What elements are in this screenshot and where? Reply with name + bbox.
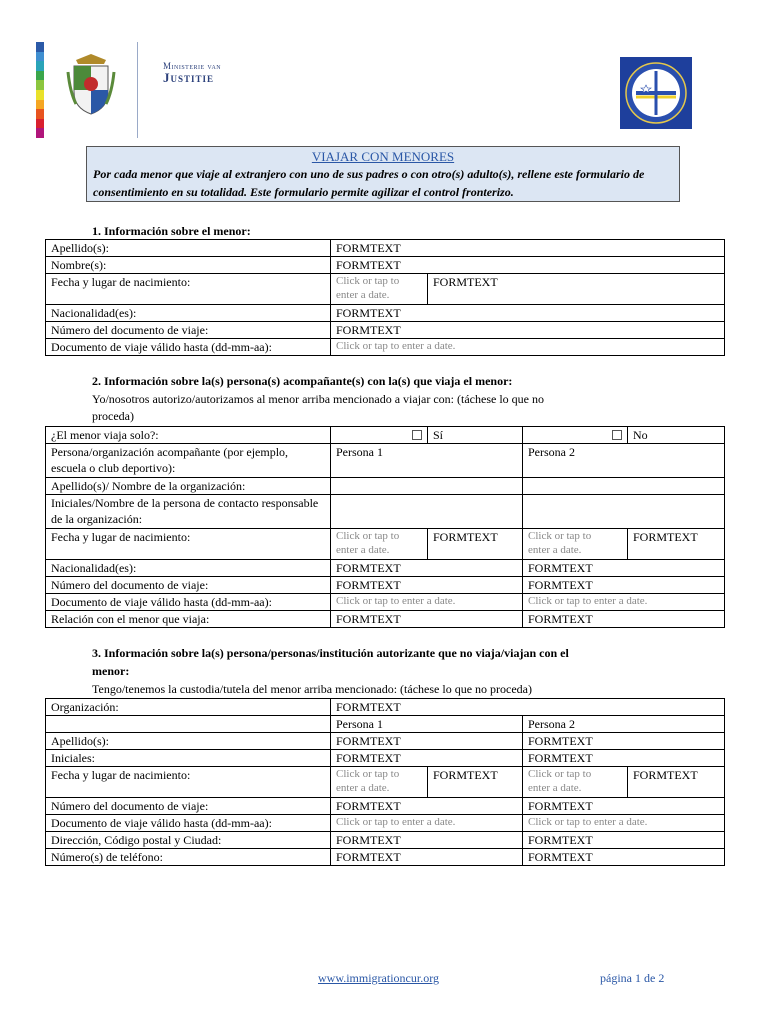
date-placeholder: enter a date. (528, 782, 582, 794)
date-picker-valido-p1[interactable]: Click or tap to enter a date. (331, 594, 523, 611)
label-apellido: Apellido(s): (46, 240, 331, 257)
label-numero-aut: Número del documento de viaje: (46, 798, 331, 815)
checkbox-si[interactable] (331, 427, 428, 444)
color-bar (36, 42, 44, 138)
field-nacionalidad-p1[interactable]: FORMTEXT (331, 560, 523, 577)
empty-cell (46, 716, 331, 733)
field-numero-p1[interactable]: FORMTEXT (331, 577, 523, 594)
field-relacion-p1[interactable]: FORMTEXT (331, 611, 523, 628)
seal-icon (620, 57, 692, 129)
date-placeholder: enter a date. (336, 782, 390, 794)
label-numero-acomp: Número del documento de viaje: (46, 577, 331, 594)
header-persona1: Persona 1 (331, 716, 523, 733)
color-band (36, 42, 44, 52)
footer-page-number: página 1 de 2 (600, 971, 665, 985)
color-band (36, 61, 44, 71)
field-numero-doc[interactable]: FORMTEXT (331, 322, 725, 339)
field-lugar[interactable]: FORMTEXT (428, 274, 725, 305)
color-band (36, 128, 44, 138)
label-fecha: Fecha y lugar de nacimiento: (46, 274, 331, 305)
label-iniciales-contacto: Iniciales/Nombre de la persona de contacto responsable de la organización: (46, 495, 331, 529)
section1-table (45, 239, 725, 356)
field-direccion-p2[interactable]: FORMTEXT (523, 832, 725, 849)
color-band (36, 80, 44, 90)
color-band (36, 119, 44, 129)
date-placeholder: enter a date. (336, 544, 390, 556)
date-picker-valido-aut-p2[interactable]: Click or tap to enter a date. (523, 815, 725, 832)
section3-table (45, 698, 725, 866)
field-nombre[interactable]: FORMTEXT (331, 257, 725, 274)
coat-of-arms-icon (66, 52, 116, 118)
field-apellido-aut-p2[interactable]: FORMTEXT (523, 733, 725, 750)
field-lugar-p2[interactable]: FORMTEXT (628, 529, 725, 560)
field-nacionalidad-p2[interactable]: FORMTEXT (523, 560, 725, 577)
field-apellido-org-p2[interactable] (523, 478, 725, 495)
date-picker-aut-p2[interactable] (523, 767, 628, 798)
field-lugar-aut-p2[interactable]: FORMTEXT (628, 767, 725, 798)
label-fecha-aut: Fecha y lugar de nacimiento: (46, 767, 331, 798)
header-persona1: Persona 1 (331, 444, 523, 478)
label-si: Sí (428, 427, 523, 444)
field-numero-aut-p2[interactable]: FORMTEXT (523, 798, 725, 815)
section2-table (45, 426, 725, 628)
header-persona2: Persona 2 (523, 444, 725, 478)
date-picker-p2[interactable] (523, 529, 628, 560)
date-picker-nacimiento[interactable] (331, 274, 428, 305)
ministry-small-text: Ministerie van (163, 61, 222, 71)
date-placeholder: enter a date. (528, 544, 582, 556)
ministry-big-text: Justitie (163, 70, 215, 85)
label-viaja-solo: ¿El menor viaja solo?: (46, 427, 331, 444)
field-iniciales-p1[interactable] (331, 495, 523, 529)
date-picker-valido-p2[interactable]: Click or tap to enter a date. (523, 594, 725, 611)
field-organizacion[interactable]: FORMTEXT (331, 699, 725, 716)
field-apellido[interactable]: FORMTEXT (331, 240, 725, 257)
field-lugar-p1[interactable]: FORMTEXT (428, 529, 523, 560)
label-valido-acomp: Documento de viaje válido hasta (dd-mm-aa): (46, 594, 331, 611)
section1-heading: 1. Información sobre el menor: (92, 224, 251, 238)
label-nacionalidad-acomp: Nacionalidad(es): (46, 560, 331, 577)
label-nombre: Nombre(s): (46, 257, 331, 274)
label-organizacion: Organización: (46, 699, 331, 716)
date-placeholder: Click or tap to (528, 530, 592, 542)
section3-heading-line2: menor: (92, 664, 130, 678)
section3-note: Tengo/tenemos la custodia/tutela del menor arriba mencionado: (táchese lo que no proceda) (92, 682, 532, 696)
field-iniciales-p2[interactable] (523, 495, 725, 529)
ministry-logo (163, 61, 221, 86)
label-relacion: Relación con el menor que viaja: (46, 611, 331, 628)
field-nacionalidad[interactable]: FORMTEXT (331, 305, 725, 322)
intro-text: Por cada menor que viaje al extranjero con uno de sus padres o con otro(s) adulto(s), rellene este formulario de consentimiento en su totalidad. Este formulario permite agilizar el control fronterizo. (93, 167, 645, 199)
date-placeholder: enter a date. (336, 289, 390, 301)
header-persona2: Persona 2 (523, 716, 725, 733)
checkbox-icon[interactable] (412, 430, 422, 440)
label-numero-doc: Número del documento de viaje: (46, 322, 331, 339)
date-placeholder: Click or tap to (528, 768, 592, 780)
field-telefono-p1[interactable]: FORMTEXT (331, 849, 523, 866)
field-iniciales-aut-p1[interactable]: FORMTEXT (331, 750, 523, 767)
label-iniciales-aut: Iniciales: (46, 750, 331, 767)
form-title: VIAJAR CON MENORES (311, 149, 455, 164)
date-placeholder: Click or tap to (336, 275, 400, 287)
label-apellido-aut: Apellido(s): (46, 733, 331, 750)
field-telefono-p2[interactable]: FORMTEXT (523, 849, 725, 866)
date-picker-valido[interactable]: Click or tap to enter a date. (331, 339, 725, 356)
field-relacion-p2[interactable]: FORMTEXT (523, 611, 725, 628)
field-iniciales-aut-p2[interactable]: FORMTEXT (523, 750, 725, 767)
label-no: No (628, 427, 725, 444)
checkbox-icon[interactable] (612, 430, 622, 440)
date-picker-valido-aut-p1[interactable]: Click or tap to enter a date. (331, 815, 523, 832)
color-band (36, 109, 44, 119)
color-band (36, 90, 44, 100)
date-placeholder: Click or tap to (336, 530, 400, 542)
label-telefono: Número(s) de teléfono: (46, 849, 331, 866)
field-lugar-aut-p1[interactable]: FORMTEXT (428, 767, 523, 798)
label-fecha-acomp: Fecha y lugar de nacimiento: (46, 529, 331, 560)
date-picker-aut-p1[interactable] (331, 767, 428, 798)
intro-box (86, 146, 680, 202)
label-persona-org: Persona/organización acompañante (por ejemplo, escuela o club deportivo): (46, 444, 331, 478)
field-apellido-org-p1[interactable] (331, 478, 523, 495)
field-numero-aut-p1[interactable]: FORMTEXT (331, 798, 523, 815)
field-direccion-p1[interactable]: FORMTEXT (331, 832, 523, 849)
label-direccion: Dirección, Código postal y Ciudad: (46, 832, 331, 849)
color-band (36, 52, 44, 62)
header-divider (137, 42, 138, 138)
label-valido: Documento de viaje válido hasta (dd-mm-aa): (46, 339, 331, 356)
section3-heading-line1: 3. Información sobre la(s) persona/personas/institución autorizante que no viaja/viajan con el (92, 646, 569, 660)
color-band (36, 71, 44, 81)
date-picker-p1[interactable] (331, 529, 428, 560)
section2-heading: 2. Información sobre la(s) persona(s) acompañante(s) con la(s) que viaja el menor: (92, 374, 513, 388)
color-band (36, 100, 44, 110)
field-apellido-aut-p1[interactable]: FORMTEXT (331, 733, 523, 750)
field-numero-p2[interactable]: FORMTEXT (523, 577, 725, 594)
label-valido-aut: Documento de viaje válido hasta (dd-mm-aa): (46, 815, 331, 832)
section2-note-line1: Yo/nosotros autorizo/autorizamos al menor arriba mencionado a viajar con: (táchese lo que no (92, 392, 544, 406)
label-apellido-org: Apellido(s)/ Nombre de la organización: (46, 478, 331, 495)
date-placeholder: Click or tap to (336, 768, 400, 780)
checkbox-no[interactable] (523, 427, 628, 444)
footer-website-link[interactable]: www.immigrationcur.org (318, 971, 439, 985)
section2-note-line2: proceda) (92, 409, 134, 423)
label-nacionalidad: Nacionalidad(es): (46, 305, 331, 322)
